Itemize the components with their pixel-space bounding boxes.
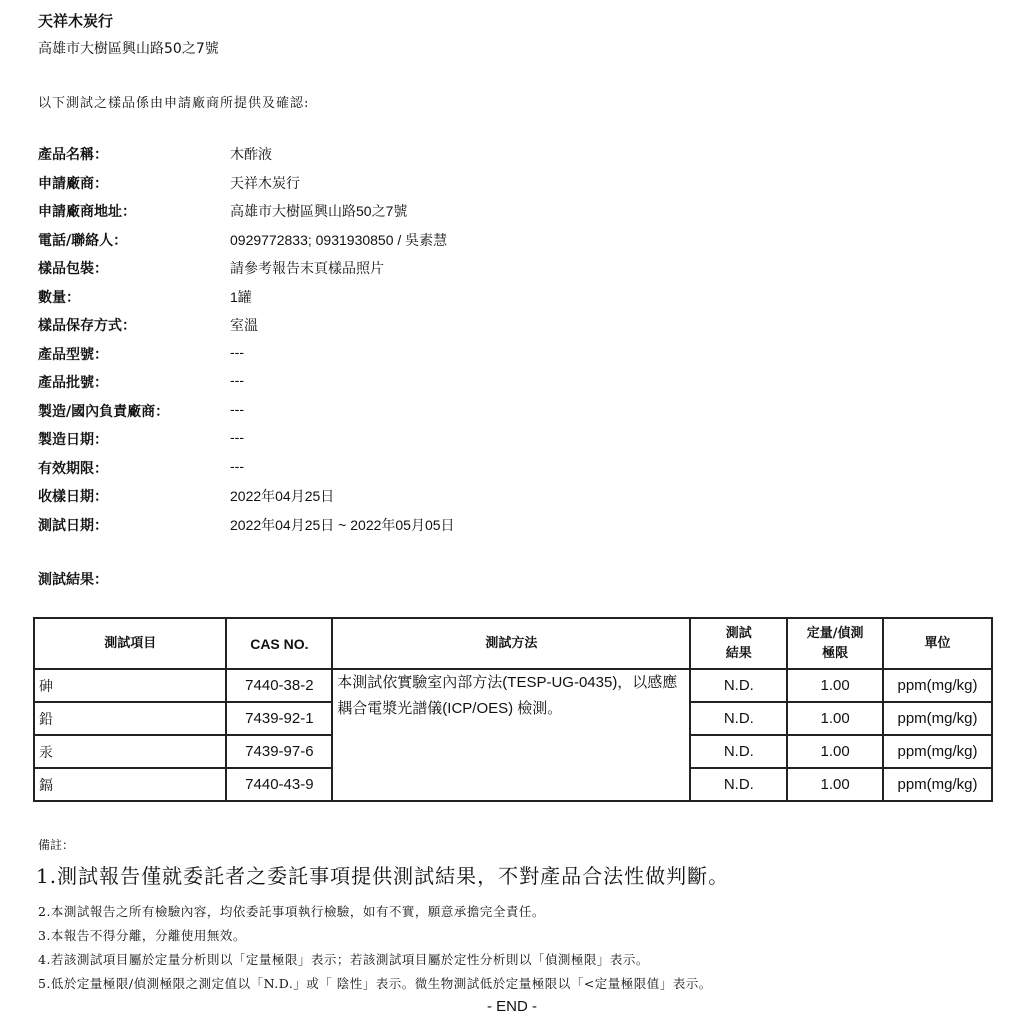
cell-unit: ppm(mg/kg) <box>883 669 992 702</box>
field-label: 產品批號： <box>38 375 108 391</box>
end-marker: - END - <box>487 998 537 1015</box>
cell-result: N.D. <box>690 735 787 768</box>
cell-limit: 1.00 <box>787 702 883 735</box>
field-label: 製造/國內負責廠商： <box>38 403 170 420</box>
field-label: 有效期限： <box>38 460 108 477</box>
cell-limit: 1.00 <box>787 669 883 702</box>
sample-info-list <box>38 142 738 541</box>
field-storage <box>38 313 738 342</box>
company-name: 天祥木炭行 <box>38 12 114 30</box>
company-address: 高雄市大樹區興山路50之7號 <box>38 41 219 57</box>
header-limit <box>787 618 883 669</box>
cell-item: 汞 <box>34 735 226 768</box>
field-manufacture-date <box>38 427 738 456</box>
cell-item: 砷 <box>34 669 226 702</box>
field-packaging <box>38 256 738 285</box>
cell-method: 本測試依實驗室內部方法(TESP-UG-0435)，以感應耦合電漿光譜儀(ICP/OES) 檢測。 <box>332 669 690 801</box>
field-label: 數量： <box>38 289 80 306</box>
field-label: 電話/聯絡人： <box>38 232 128 249</box>
field-expiry-date <box>38 456 738 485</box>
cell-cas: 7440-38-2 <box>226 669 332 702</box>
field-manufacturer <box>38 399 738 428</box>
field-label: 樣品包裝： <box>38 261 108 277</box>
field-value: 0929772833; 0931930850 / 吳素慧 <box>230 231 448 248</box>
note-item-3: 3.本報告不得分離，分離使用無效。 <box>38 928 246 943</box>
field-label: 申請廠商： <box>38 175 108 192</box>
header-test-result <box>690 618 787 669</box>
field-value: 室溫 <box>230 317 258 333</box>
note-item-4: 4.若該測試項目屬於定量分析則以「定量極限」表示；若該測試項目屬於定性分析則以「偵測極限」表示。 <box>38 952 649 967</box>
cell-result: N.D. <box>690 669 787 702</box>
field-label: 樣品保存方式： <box>38 318 136 334</box>
header-result-line2: 結果 <box>725 645 752 661</box>
note-item-2: 2.本測試報告之所有檢驗內容，均依委託事項執行檢驗，如有不實，願意承擔完全責任。 <box>38 904 545 919</box>
cell-result: N.D. <box>690 702 787 735</box>
field-value: 木酢液 <box>230 146 272 162</box>
field-value: --- <box>230 429 244 445</box>
cell-unit: ppm(mg/kg) <box>883 768 992 801</box>
header-limit-line1: 定量/偵測 <box>806 625 864 641</box>
note-item-1: 1.測試報告僅就委託者之委託事項提供測試結果，不對產品合法性做判斷。 <box>36 864 730 888</box>
field-model <box>38 342 738 371</box>
header-result-line1: 測試 <box>725 625 752 641</box>
field-label: 申請廠商地址： <box>38 204 136 220</box>
field-value: 2022年04月25日 <box>230 488 335 504</box>
field-label: 產品型號： <box>38 346 108 363</box>
cell-cas: 7439-92-1 <box>226 702 332 735</box>
field-value: --- <box>230 372 244 388</box>
cell-limit: 1.00 <box>787 735 883 768</box>
table-header-row <box>34 618 992 669</box>
field-value: --- <box>230 400 244 417</box>
note-item-5: 5.低於定量極限/偵測極限之測定值以「N.D.」或「 陰性」表示。微生物測試低於定量極限以「<定量極限值」表示。 <box>38 976 712 991</box>
field-quantity <box>38 285 738 314</box>
header-test-method: 測試方法 <box>332 618 690 669</box>
field-received-date <box>38 484 738 513</box>
field-value: 1罐 <box>230 288 252 305</box>
notes-heading: 備註： <box>38 838 75 852</box>
cell-limit: 1.00 <box>787 768 883 801</box>
results-heading: 測試結果： <box>38 572 108 588</box>
header-test-item: 測試項目 <box>34 618 226 669</box>
field-label: 測試日期： <box>38 517 108 534</box>
table-row <box>34 669 992 702</box>
cell-unit: ppm(mg/kg) <box>883 702 992 735</box>
field-value: 2022年04月25日 ~ 2022年05月05日 <box>230 516 455 533</box>
field-product-name <box>38 142 738 171</box>
field-label: 收樣日期： <box>38 489 108 505</box>
intro-statement: 以下測試之樣品係由申請廠商所提供及確認: <box>38 96 310 111</box>
header-cas-no: CAS NO. <box>226 618 332 669</box>
results-table <box>33 617 993 802</box>
field-value: 高雄市大樹區興山路50之7號 <box>230 203 408 219</box>
cell-item: 鎘 <box>34 768 226 801</box>
field-phone-contact <box>38 228 738 257</box>
field-label: 製造日期： <box>38 432 108 448</box>
cell-cas: 7439-97-6 <box>226 735 332 768</box>
field-value: 請參考報告末頁樣品照片 <box>230 260 384 276</box>
field-batch <box>38 370 738 399</box>
field-value: --- <box>230 343 244 360</box>
cell-unit: ppm(mg/kg) <box>883 735 992 768</box>
field-value: 天祥木炭行 <box>230 174 300 191</box>
header-limit-line2: 極限 <box>822 645 849 661</box>
field-label: 產品名稱： <box>38 147 108 163</box>
field-applicant-address <box>38 199 738 228</box>
header-unit: 單位 <box>883 618 992 669</box>
cell-cas: 7440-43-9 <box>226 768 332 801</box>
cell-item: 鉛 <box>34 702 226 735</box>
field-value: --- <box>230 457 244 474</box>
field-applicant <box>38 171 738 200</box>
field-test-date <box>38 513 738 542</box>
cell-result: N.D. <box>690 768 787 801</box>
